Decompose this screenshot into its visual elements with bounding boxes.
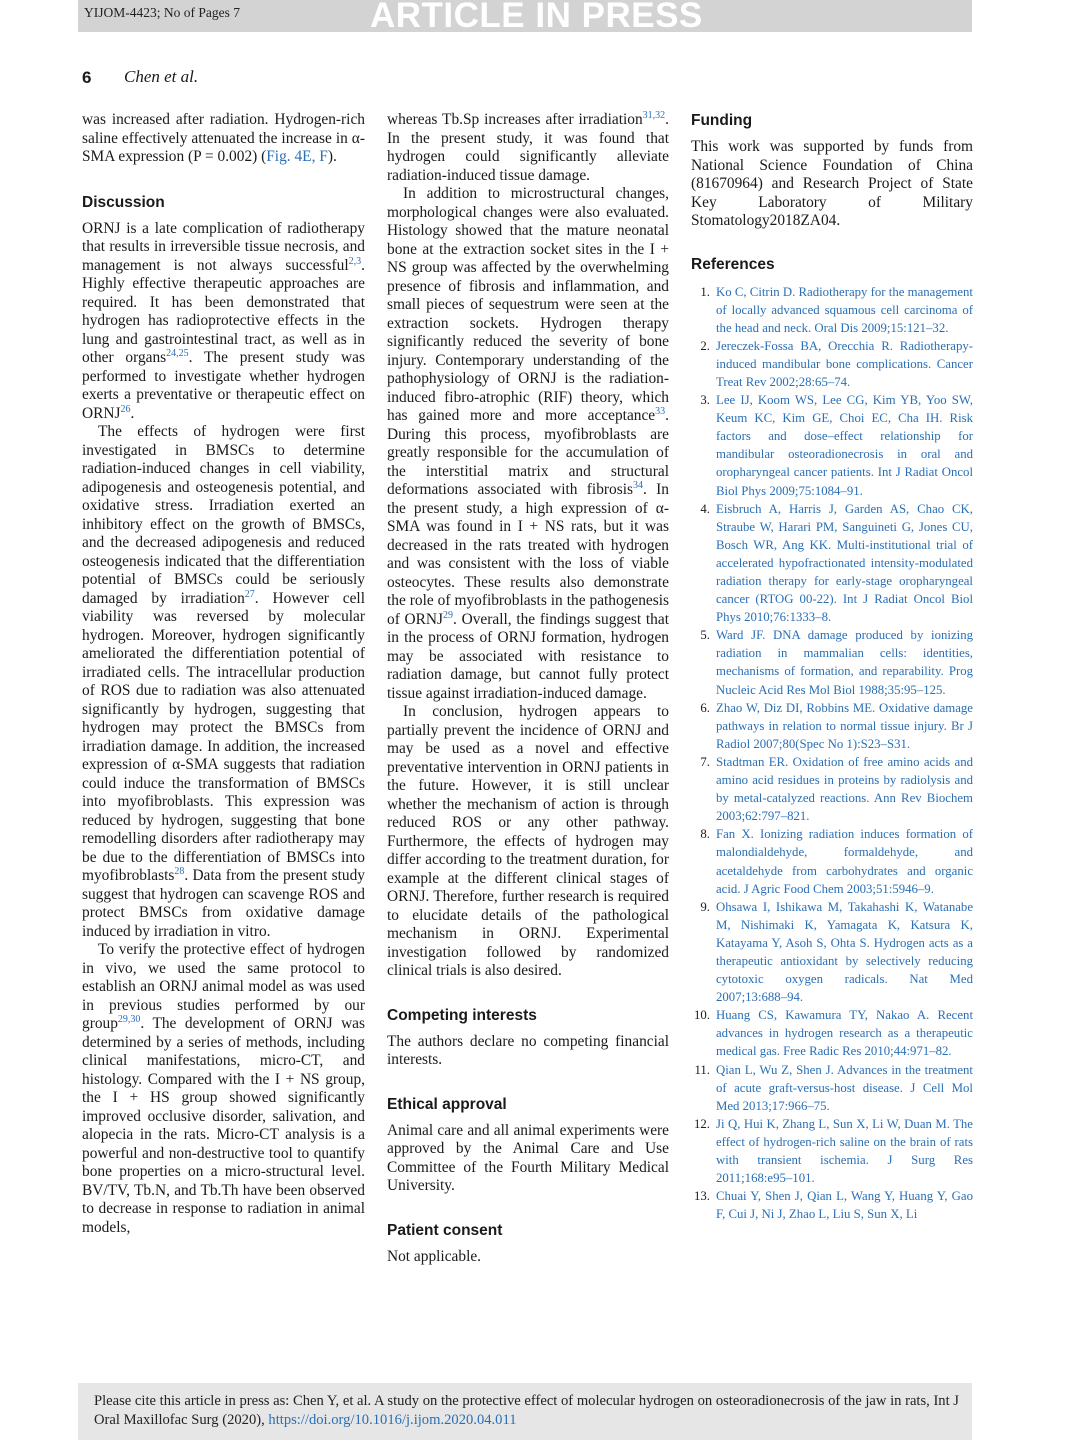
funding-text: This work was supported by funds from National Science Foundation of China (81670964) and Research Project of State Key Laboratory of Military Stomatology2018ZA04. [691, 138, 973, 229]
reference-item[interactable] [691, 500, 973, 627]
doi-link[interactable]: https://doi.org/10.1016/j.ijom.2020.04.011 [268, 1411, 517, 1428]
competing-interests-text: The authors declare no competing financial interests. [387, 1032, 669, 1068]
reference-item[interactable] [691, 1006, 973, 1060]
reference-text: Chuai Y, Shen J, Qian L, Wang Y, Huang Y, Gao F, Cui J, Ni J, Zhao L, Liu S, Sun X, Li [716, 1189, 973, 1222]
reference-item[interactable] [691, 626, 973, 698]
reference-number: 4. [700, 501, 710, 516]
references-heading: References [691, 255, 775, 273]
ethical-approval-text: Animal care and all animal experiments were approved by the Animal Care and Use Committee of the Fourth Military Medical University. [387, 1121, 669, 1194]
funding-heading: Funding [691, 112, 753, 129]
reference-item[interactable] [691, 337, 973, 391]
reference-text: Ko C, Citrin D. Radiotherapy for the management of locally advanced squamous cell carcinoma of the head and neck. Oral Dis 2009;15:121–32. [716, 284, 973, 335]
reference-number: 5. [700, 628, 710, 643]
page-number: 6 [82, 68, 92, 87]
discussion-paragraph-2: The effects of hydrogen were first investigated in BMSCs to determine radiation-induced changes in cell viability, adipogenesis and osteogenesis potential, and oxidative stress. Irradiation exerted an inhibitory effect on the growth of BMSCs, and the decreased adipogenesis and reduced osteogenesis indicated that the differentiation potential of BMSCs could be seriously damaged by irradiation$^{27}$. However cell viability was reversed by molecular hydrogen. Moreover, hydrogen significantly ameliorated the differentiation potential of irradiated cells. The intracellular production of ROS due to radiation was also attenuated significantly by hydrogen, suggesting that hydrogen may protect the BMSCs from irradiation damage. In addition, the increased expression of α-SMA suggests that radiation could induce the transformation of BMSCs into myofibroblasts. This expression was reduced by hydrogen, suggesting that bone remodelling disorders after radiotherapy may be due to the differentiation of BMSCs into myofibroblasts$^{28}$. Data from the present study suggest that hydrogen can scavenge ROS and protect BMSCs from oxidative damage induced by irradiation in vitro. [82, 423, 365, 940]
reference-number: 13. [694, 1189, 710, 1204]
citation-link[interactable]: 29 [443, 609, 454, 621]
article-in-press-banner [78, 0, 972, 32]
reference-text: Ward JF. DNA damage produced by ionizing radiation in mammalian cells: identities, mechanisms of formation, and reparability. Prog Nucleic Acid Res Mol Biol 1988;35:95–125. [716, 628, 973, 697]
running-title: Chen et al. [124, 67, 199, 86]
reference-text: Lee IJ, Koom WS, Lee CG, Kim YB, Yoo SW, Keum KC, Kim GE, Choi EC, Cha IH. Risk factors and dose–effect relationship for mandibular osteoradionecrosis in oral and oropharyngeal cancer patients. Int J Radiat Oncol Biol Phys 2009;75:1084–91. [716, 393, 973, 498]
reference-item[interactable] [691, 391, 973, 500]
reference-number: 8. [700, 827, 710, 842]
discussion-paragraph-1: ORNJ is a late complication of radiotherapy that results in irreversible tissue necrosis, and management is not always successful$^{2,3}$. Highly effective therapeutic approaches are required. It has been demonstrated that hydrogen has radioprotective effects in the lung and gastrointestinal tract, as well as in other organs$^{24,25}$. The present study was performed to investigate whether hydrogen exerts a preventative or therapeutic effect on ORNJ$^{26}$. [82, 219, 365, 422]
citation-link[interactable]: 34 [632, 480, 643, 491]
reference-list [691, 283, 973, 1224]
reference-number: 1. [700, 284, 710, 299]
paragraph-results-end: was increased after radiation. Hydrogen-rich saline effectively attenuated the increase in α-SMA expression (P = 0.002) (Fig. 4E, F). [82, 111, 365, 165]
discussion-paragraph-5: In addition to microstructural changes, morphological changes were also evaluated. Histology showed that the mature neonatal bone at the extraction socket sites in the I + NS group was affected by the overwhelming presence of fibrosis and inflammation, and small pieces of sequestrum were seen at the extraction sockets. Hydrogen therapy significantly reduced the severity of bone injury. Contemporary understanding of the pathophysiology of ORNJ is the radiation-induced fibro-atrophic (RIF) theory, which has gained more and more acceptance$^{33}$. During this process, myofibroblasts are greatly responsible for the accumulation of the interstitial matrix and structural deformations associated with fibrosis$^{34}$. In the present study, a high expression of α-SMA was found in I + NS rats, but it was decreased in the rats treated with hydrogen and was consistent with the loss of viable osteocytes. These results also demonstrate the role of myofibroblasts in the pathogenesis of ORNJ$^{29}$. Overall, the findings suggest that in the process of ORNJ formation, hydrogen may be associated with resistance to radiation damage, but cannot fully protect tissue against irradiation-induced damage. [387, 185, 669, 702]
reference-item[interactable] [691, 1061, 973, 1115]
citation-link[interactable]: 26 [120, 403, 131, 415]
citation-link[interactable]: 31,32 [642, 110, 666, 121]
reference-number: 3. [700, 393, 710, 408]
reference-text: Qian L, Wu Z, Shen J. Advances in the treatment of acute graft-versus-host disease. J Cell Mol Med 2013;17:966–75. [716, 1062, 973, 1113]
discussion-paragraph-4: whereas Tb.Sp increases after irradiation$^{31,32}$. In the present study, it was found that hydrogen could significantly alleviate radiation-induced tissue damage. [387, 110, 669, 184]
ethical-approval-heading: Ethical approval [387, 1095, 507, 1113]
reference-item[interactable] [691, 283, 973, 337]
reference-number: 10. [694, 1008, 710, 1023]
manuscript-id: YIJOM-4423; No of Pages 7 [84, 5, 240, 20]
reference-item[interactable] [691, 1187, 973, 1223]
column-right [691, 111, 973, 1223]
reference-text: Zhao W, Diz DI, Robbins ME. Oxidative damage pathways in relation to normal tissue injury. Br J Radiol 2007;80(Spec No 1):S23–S31. [716, 700, 973, 751]
figure-link[interactable]: Fig. 4E, F [266, 148, 328, 165]
reference-number: 2. [700, 338, 710, 353]
citation-link[interactable]: 28 [174, 866, 185, 877]
article-in-press-label: ARTICLE IN PRESS [370, 0, 703, 32]
reference-text: Ji Q, Hui K, Zhang L, Sun X, Li W, Duan M. The effect of hydrogen-rich saline on the brain of rats with transient ischemia. J Surg Res 2011;168:e95–101. [716, 1116, 973, 1186]
citation-footer [78, 1383, 972, 1440]
column-left [82, 111, 365, 1237]
reference-text: Ohsawa I, Ishikawa M, Takahashi K, Watanabe M, Nishimaki K, Yamagata K, Katsura K, Katayama Y, Asoh S, Ohta S. Hydrogen acts as a therapeutic antioxidant by selectively reducing cytotoxic oxygen radicals. Nat Med 2007;13:688–94. [716, 899, 973, 1005]
citation-link[interactable]: 33 [655, 406, 666, 417]
reference-number: 7. [700, 754, 710, 769]
reference-number: 12. [694, 1116, 710, 1131]
reference-text: Stadtman ER. Oxidation of free amino acids and amino acid residues in proteins by radiolysis and by metal-catalyzed reactions. Ann Rev Biochem 2003;62:797–821. [716, 754, 973, 824]
reference-item[interactable] [691, 699, 973, 753]
discussion-heading: Discussion [82, 193, 165, 211]
competing-interests-heading: Competing interests [387, 1006, 537, 1024]
reference-item[interactable] [691, 898, 973, 1007]
discussion-paragraph-3: To verify the protective effect of hydrogen in vivo, we used the same protocol to establish an ORNJ animal model as was used in previous studies performed by our group$^{29,30}$. The development of ORNJ was determined by a series of methods, including clinical manifestations, micro-CT, and histology. Compared with the I + NS group, the I + HS group showed significantly improved occlusive disorder, salivation, and alopecia in the rats. Micro-CT analysis is a powerful and non-destructive tool to quantify bone properties on a micro-structural level. BV/TV, Tb.N, and Tb.Th have been observed to decrease in response to radiation in animal models, [82, 941, 365, 1236]
reference-text: Huang CS, Kawamura TY, Nakao A. Recent advances in hydrogen research as a therapeutic medical gas. Free Radic Res 2010;44:971–82. [716, 1008, 973, 1059]
citation-link[interactable]: 29,30 [117, 1014, 141, 1025]
reference-text: Eisbruch A, Harris J, Garden AS, Chao CK, Straube W, Harari PM, Sanguineti G, Jones CU, Bosch WR, Ang KK. Multi-institutional trial of accelerated hypofractionated intensity-modulated radiation therapy for early-stage oropharyngeal cancer (RTOG 00-22). Int J Radiat Oncol Biol Phys 2010;76:1333–8. [716, 501, 973, 625]
reference-text: Fan X. Ionizing radiation induces formation of malondialdehyde, formaldehyde, and acetaldehyde from carbohydrates and organic acid. J Agric Food Chem 2003;51:5946–9. [716, 827, 973, 896]
reference-number: 11. [694, 1062, 710, 1077]
column-middle [387, 111, 669, 1266]
reference-item[interactable] [691, 1115, 973, 1187]
citation-link[interactable]: 2,3 [348, 255, 362, 267]
citation-link[interactable]: 27 [244, 588, 255, 600]
reference-number: 6. [700, 700, 710, 715]
reference-number: 9. [700, 899, 710, 914]
reference-item[interactable] [691, 825, 973, 897]
patient-consent-heading: Patient consent [387, 1221, 503, 1239]
conclusion-paragraph: In conclusion, hydrogen appears to partially prevent the incidence of ORNJ and may be used as a novel and effective preventative intervention in ORNJ patients in the future. However, it is still unclear whether the mechanism of action is through reduced ROS or any other pathway. Furthermore, the effects of hydrogen may differ according to the treatment duration, for example at the different clinical stages of ORNJ. Therefore, further research is required to elucidate details of the pathological mechanism in ORNJ. Experimental investigation followed by randomized clinical trials is also desired. [387, 703, 669, 979]
citation-link[interactable]: 24,25 [166, 348, 189, 359]
reference-text: Jereczek-Fossa BA, Orecchia R. Radiotherapy-induced mandibular bone complications. Cancer Treat Rev 2002;28:65–74. [716, 338, 973, 389]
citation-text: Please cite this article in press as: Chen Y, et al. A study on the protective effect of molecular hydrogen on osteoradionecrosis of the jaw in rats, Int J Oral Maxillofac Surg (2020), https://doi.org/10.1016/j.ijom.2020.04.011 [94, 1393, 959, 1428]
reference-item[interactable] [691, 753, 973, 825]
patient-consent-text: Not applicable. [387, 1247, 482, 1265]
